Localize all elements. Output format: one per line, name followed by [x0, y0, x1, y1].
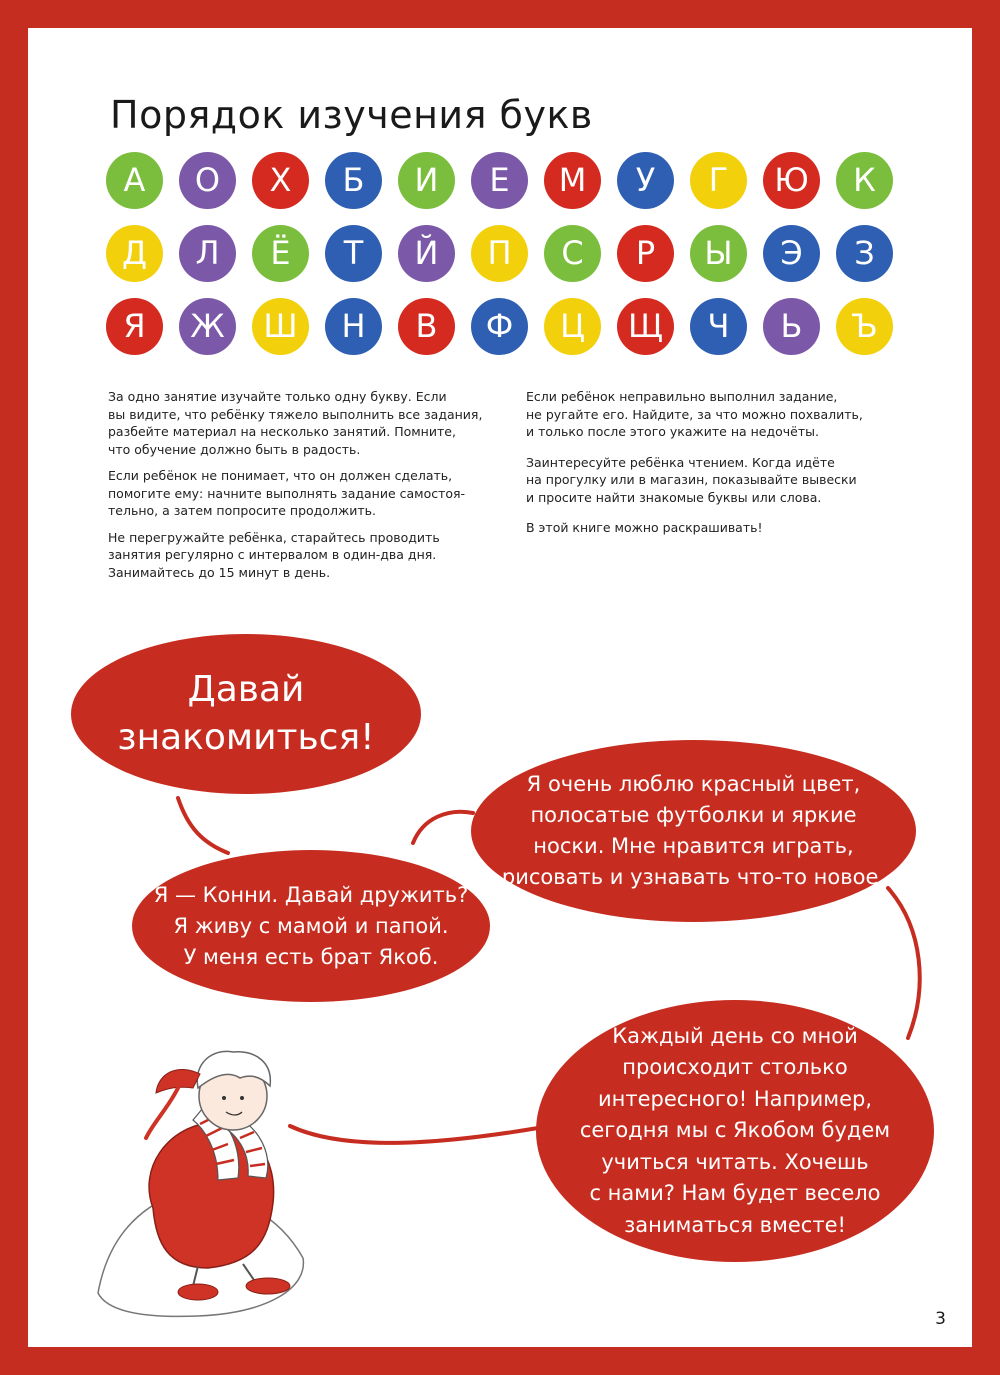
- intro-bubble: [132, 850, 490, 1002]
- page-title: Порядок изучения букв: [110, 93, 593, 138]
- greeting-text: Давай знакомиться!: [117, 669, 375, 758]
- letter-circle: Й: [398, 225, 455, 282]
- letter-circle: С: [544, 225, 601, 282]
- connie-girl-illustration: [98, 1051, 303, 1316]
- letter-circle: Ч: [690, 298, 747, 355]
- tip-reading-interest: Заинтересуйте ребёнка чтением. Когда идёте на прогулку или в магазин, показывайте вывески и просите найти знакомые буквы или слова.: [526, 454, 857, 505]
- letter-circle: Ф: [471, 298, 528, 355]
- letter-circle: Я: [106, 298, 163, 355]
- likes-bubble: [471, 740, 916, 922]
- letter-circle: Б: [325, 152, 382, 209]
- letter-circle: В: [398, 298, 455, 355]
- letter-circle: К: [836, 152, 893, 209]
- letter-circle: Ш: [252, 298, 309, 355]
- daily-bubble: [536, 1000, 934, 1262]
- letter-circle: Д: [106, 225, 163, 282]
- letter-circle: Е: [471, 152, 528, 209]
- book-page: [28, 28, 972, 1347]
- letter-circle: О: [179, 152, 236, 209]
- letter-circle: И: [398, 152, 455, 209]
- letter-circle: Н: [325, 298, 382, 355]
- letter-circle: М: [544, 152, 601, 209]
- letter-circle: Ъ: [836, 298, 893, 355]
- letter-circle: Л: [179, 225, 236, 282]
- tip-no-scolding: Если ребёнок неправильно выполнил задание, не ругайте его. Найдите, за что можно похвалить, и только после этого укажите на недочёты.: [526, 389, 863, 439]
- letter-circle: А: [106, 152, 163, 209]
- tip-help-child: Если ребёнок не понимает, что он должен сделать, помогите ему: начните выполнять задание самостоя- тельно, а затем попросите продолжить.: [108, 468, 466, 518]
- letter-circle: Ё: [252, 225, 309, 282]
- greeting-bubble: [71, 634, 421, 794]
- letter-circle: Ж: [179, 298, 236, 355]
- letter-circle: Ц: [544, 298, 601, 355]
- letter-circle: Э: [763, 225, 820, 282]
- letter-circle: З: [836, 225, 893, 282]
- letter-circle: П: [471, 225, 528, 282]
- tip-regular-lessons: Не перегружайте ребёнка, старайтесь проводить занятия регулярно с интервалом в один-два дня. Занимайтесь до 15 минут в день.: [108, 529, 440, 580]
- letter-circle: У: [617, 152, 674, 209]
- daily-text: Каждый день со мной происходит столько интересного! Например, сегодня мы с Якобом будем учиться читать. Хочешь с нами? Нам будет весело заниматься вместе!: [579, 1023, 891, 1237]
- page-number: 3: [935, 1309, 946, 1329]
- letter-circle: Ю: [763, 152, 820, 209]
- letter-circle: Ы: [690, 225, 747, 282]
- letter-circle: Щ: [617, 298, 674, 355]
- likes-text: Я очень люблю красный цвет, полосатые футболки и яркие носки. Мне нравится играть, рисовать и узнавать что-то новое.: [501, 772, 886, 889]
- intro-text: Я — Конни. Давай дружить? Я живу с мамой и папой. У меня есть брат Якоб.: [153, 882, 469, 969]
- letter-circle: Ь: [763, 298, 820, 355]
- letter-circle: Х: [252, 152, 309, 209]
- tip-one-letter: За одно занятие изучайте только одну букву. Если вы видите, что ребёнку тяжело выполнить все задания, разбейте материал на несколько занятий. Помните, что обучение должно быть в радость.: [108, 389, 483, 457]
- letter-circle: Г: [690, 152, 747, 209]
- letter-circle: Р: [617, 225, 674, 282]
- letter-circle: Т: [325, 225, 382, 282]
- tip-coloring: В этой книге можно раскрашивать!: [526, 520, 763, 535]
